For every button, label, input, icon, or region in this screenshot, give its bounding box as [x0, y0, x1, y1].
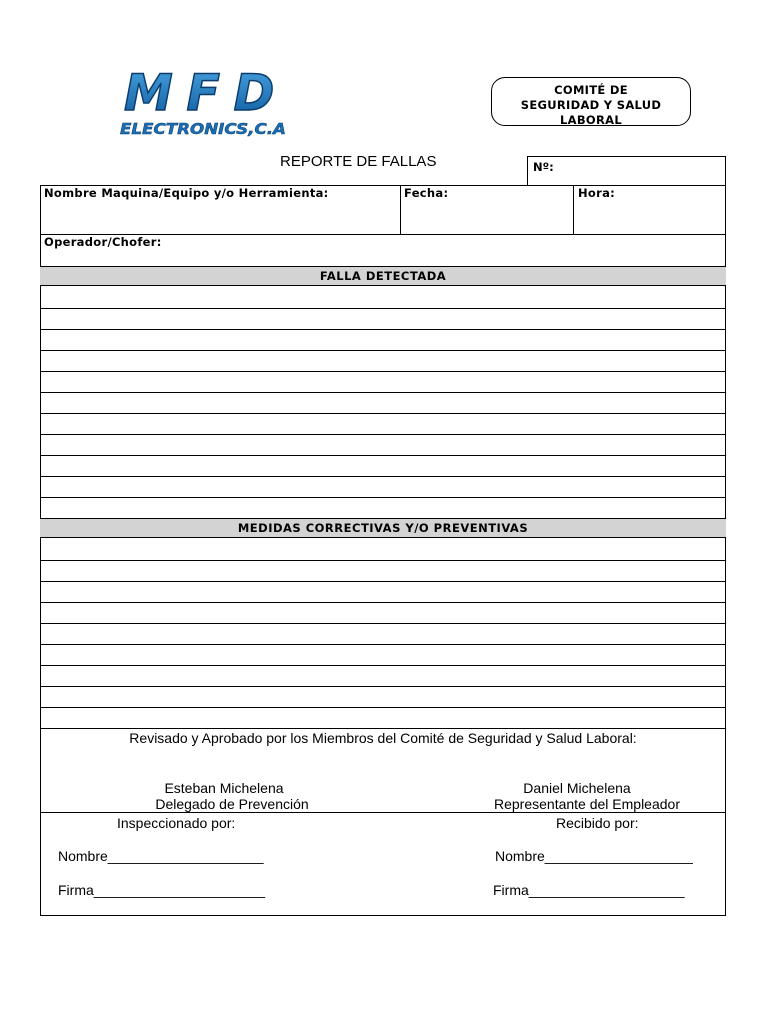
committee-badge [491, 77, 691, 126]
writing-line [40, 665, 726, 666]
writing-line [40, 371, 726, 372]
corrective-section-header: MEDIDAS CORRECTIVAS Y/O PREVENTIVAS [40, 518, 726, 538]
writing-line [40, 602, 726, 603]
report-title: REPORTE DE FALLAS [280, 153, 437, 170]
logo-main-text: MFD [124, 64, 288, 122]
committee-line: SEGURIDAD Y SALUD [520, 98, 662, 112]
machine-field-label: Nombre Maquina/Equipo y/o Herramienta: [44, 186, 329, 200]
date-field-label: Fecha: [404, 186, 449, 200]
writing-line [40, 350, 726, 351]
fault-section-header: FALLA DETECTADA [40, 266, 726, 286]
writing-line [40, 497, 726, 498]
time-field-label: Hora: [578, 186, 616, 200]
writing-line [40, 644, 726, 645]
committee-line: LABORAL [560, 113, 622, 127]
writing-line [40, 434, 726, 435]
right-signatory-name: Daniel Michelena [523, 780, 631, 796]
writing-line [40, 392, 726, 393]
machine-field[interactable] [41, 200, 399, 234]
receiver-name-field[interactable]: Nombre___________________ [495, 848, 693, 864]
writing-line [40, 686, 726, 687]
inspector-name-field[interactable]: Nombre____________________ [58, 848, 264, 864]
divider [40, 812, 726, 813]
writing-line [40, 308, 726, 309]
right-signatory-role: Representante del Empleador [493, 796, 680, 812]
date-field[interactable] [401, 200, 572, 234]
left-signatory-name: Esteban Michelena [164, 780, 284, 796]
left-signatory-role: Delegado de Prevención [155, 796, 309, 812]
report-number-field[interactable] [527, 156, 726, 186]
writing-line [40, 413, 726, 414]
approval-statement: Revisado y Aprobado por los Miembros del Comité de Seguridad y Salud Laboral: [129, 730, 637, 746]
time-field[interactable] [574, 200, 725, 234]
writing-line [40, 329, 726, 330]
received-by-heading: Recibido por: [556, 815, 639, 831]
writing-line [40, 455, 726, 456]
writing-line [40, 560, 726, 561]
writing-line [40, 623, 726, 624]
inspector-signature-field[interactable]: Firma______________________ [58, 882, 266, 898]
inspected-by-heading: Inspeccionado por: [117, 815, 236, 831]
operator-field[interactable] [41, 250, 725, 266]
report-number-label: Nº: [533, 160, 554, 174]
committee-line: COMITÉ DE [554, 83, 628, 97]
writing-line [40, 581, 726, 582]
company-logo [110, 64, 296, 138]
writing-line [40, 728, 726, 729]
writing-line [40, 476, 726, 477]
receiver-signature-field[interactable]: Firma____________________ [493, 882, 685, 898]
writing-line [40, 707, 726, 708]
logo-sub-text: ELECTRONICS,C.A [120, 120, 286, 138]
operator-field-label: Operador/Chofer: [44, 235, 162, 249]
